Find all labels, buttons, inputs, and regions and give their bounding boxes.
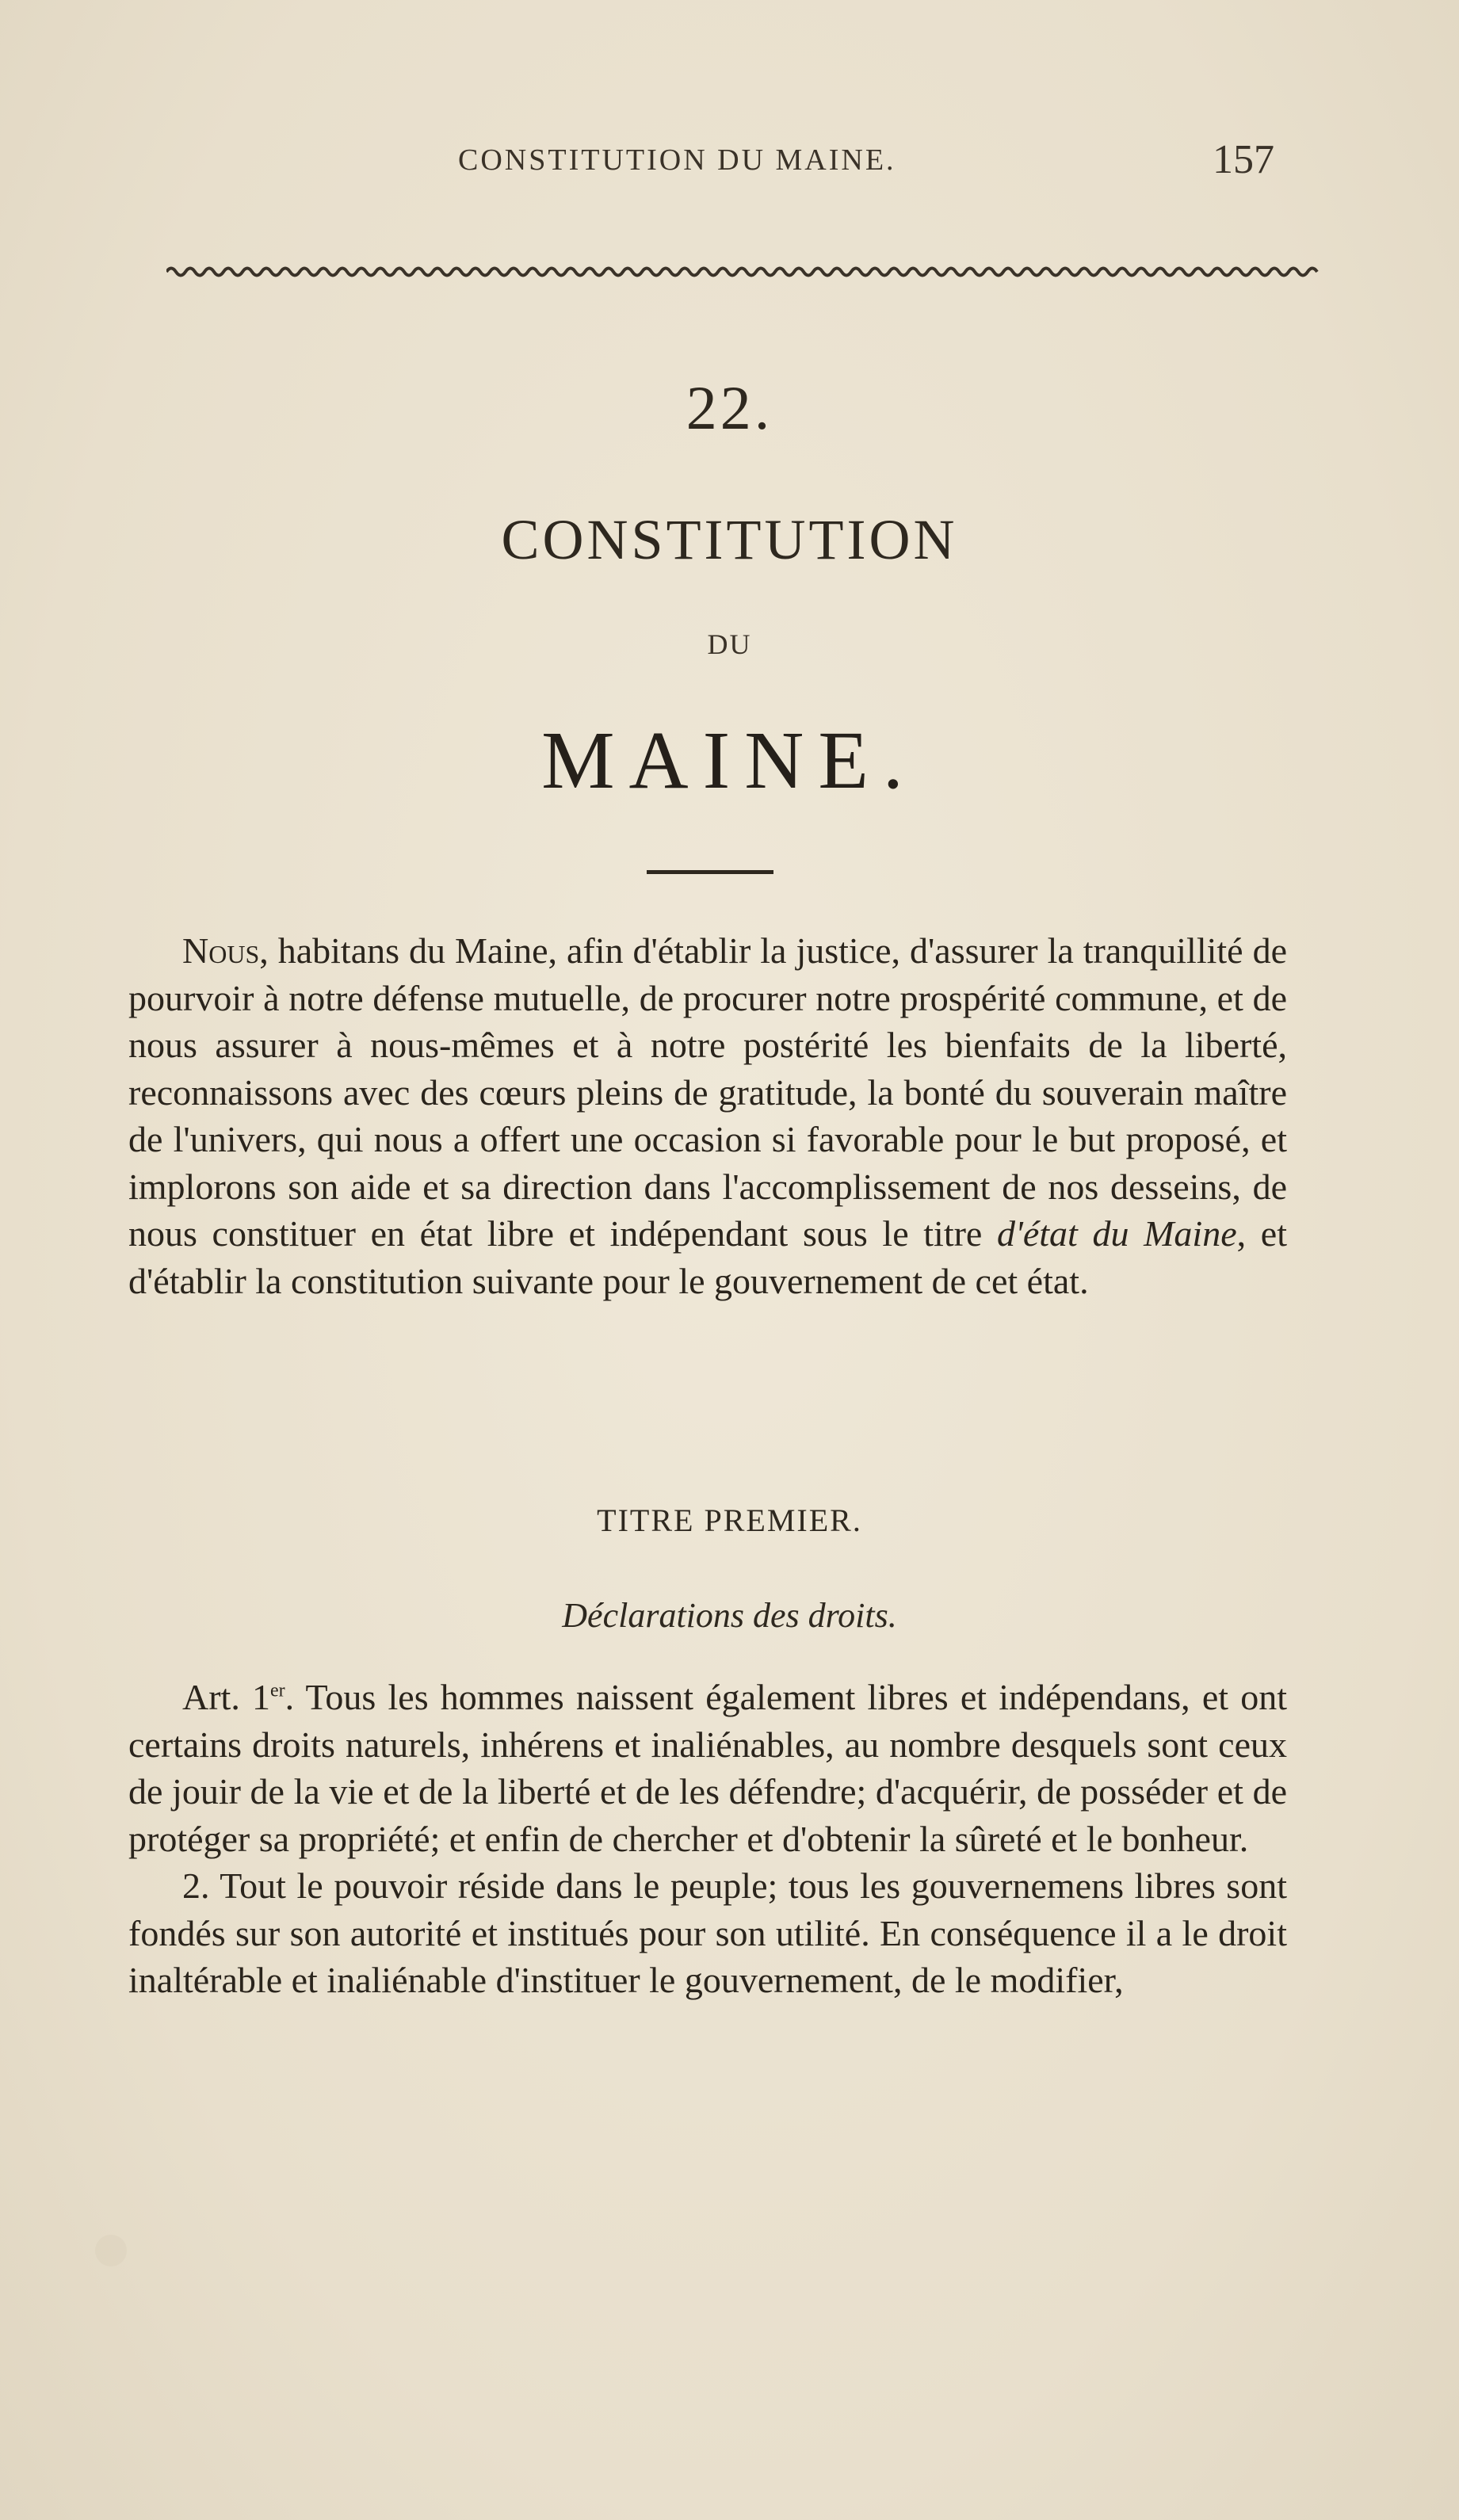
- section-subtitle: Déclarations des droits.: [562, 1596, 897, 1635]
- page-number: 157: [1213, 137, 1274, 182]
- preamble-paragraph: [128, 927, 1287, 1304]
- document-title: CONSTITUTION: [501, 508, 958, 571]
- article-1: [128, 1674, 1287, 1862]
- document-number: 22.: [686, 373, 773, 442]
- paper-stain: [95, 2235, 127, 2266]
- article-1-superscript: er: [270, 1680, 285, 1701]
- preamble-lead-word: Nous: [182, 930, 260, 971]
- article-1-text: . Tous les hommes naissent également libres et indépendans, et ont certains droits naturels, inhérens et inaliénables, au nombre desquels sont ceux de jouir de la vie et de la liberté et de les défendre; d'acquérir, de posséder et de protéger sa propriété; et enfin de chercher et d'obtenir la sûreté et le bonheur.: [128, 1677, 1287, 1859]
- articles-block: [128, 1674, 1287, 2004]
- document-state-name: MAINE.: [541, 715, 918, 806]
- preamble-text-end: , et d'établir la constitution suivante pour le gouvernement de cet état.: [128, 1213, 1287, 1301]
- short-rule-divider: [647, 870, 773, 874]
- article-2-text: . Tout le pouvoir réside dans le peuple; tous les gouvernemens libres sont fondés sur son autorité et institués pour son utilité. En conséquence il a le droit inaltérable et inaliénable d'instituer le gouvernement, de le modifier,: [128, 1865, 1287, 2000]
- section-title: TITRE PREMIER.: [597, 1502, 862, 1538]
- article-2: [128, 1862, 1287, 2004]
- document-title-du: DU: [707, 628, 752, 660]
- running-title: CONSTITUTION DU MAINE.: [458, 143, 896, 177]
- article-2-prefix: 2: [182, 1865, 201, 1906]
- ornamental-wavy-rule: [166, 263, 1331, 281]
- article-1-prefix: Art. 1: [182, 1677, 271, 1717]
- preamble-italic-state: d'état du Maine: [997, 1213, 1237, 1254]
- running-head: [0, 136, 1459, 184]
- preamble-text: , habitans du Maine, afin d'établir la justice, d'assurer la tranquillité de pourvoir à notre défense mutuelle, de procurer notre prospérité commune, et de nous assurer à nous-mêmes et à notre postérité les bienfaits de la liberté, reconnaissons avec des cœurs pleins de gratitude, la bonté du souverain maître de l'univers, qui nous a offert une occasion si favorable pour le but proposé, et implorons son aide et sa direction dans l'accomplissement de nos desseins, de nous constituer en état libre et indépendant sous le titre: [128, 930, 1287, 1254]
